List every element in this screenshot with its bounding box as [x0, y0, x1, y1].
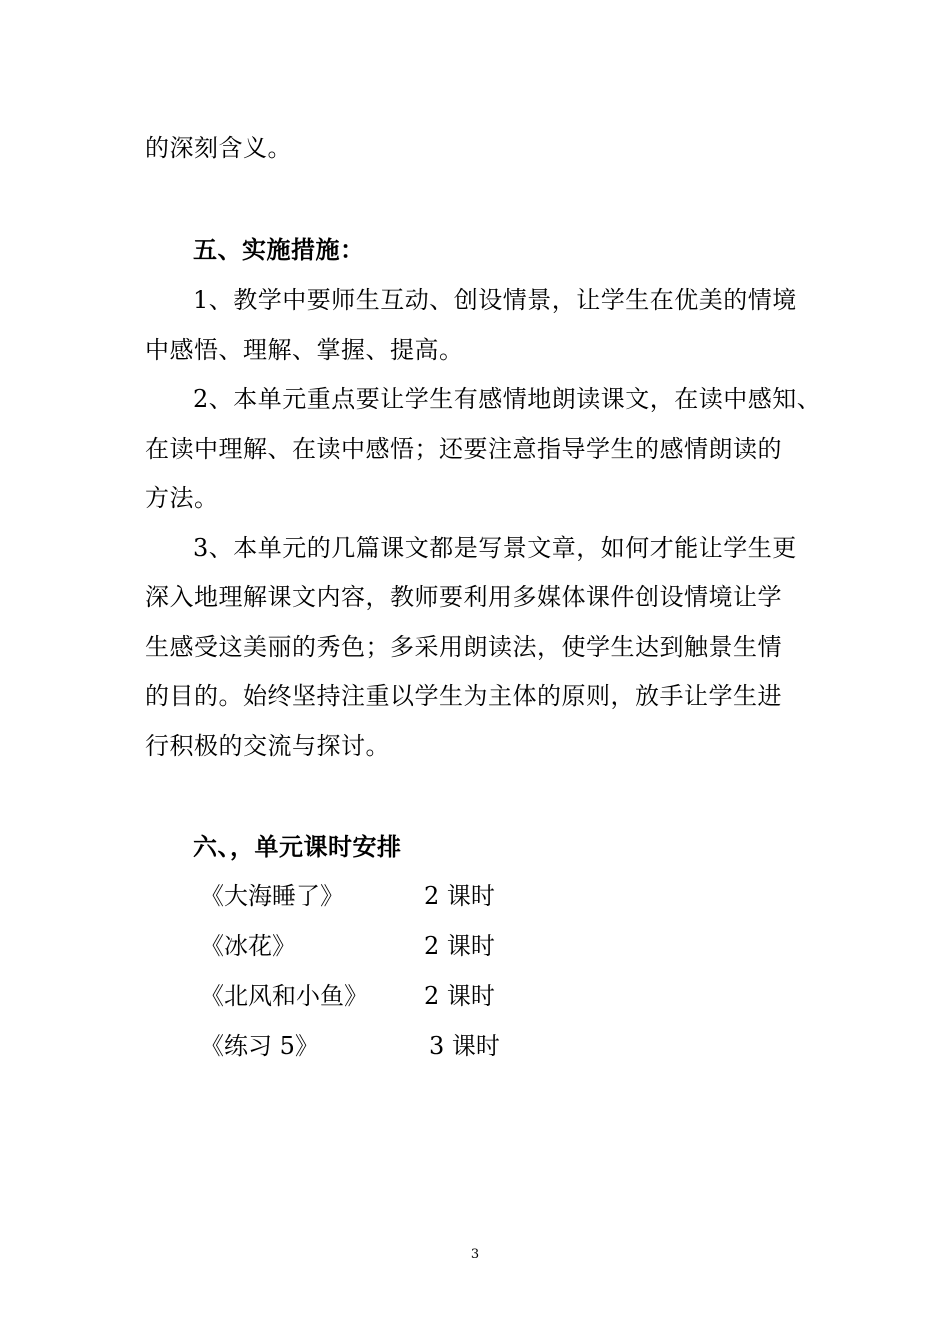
section5-item3-line4: 的目的。始终坚持注重以学生为主体的原则，放手让学生进 [145, 682, 782, 710]
schedule-row-2-hours: 2 课时 [424, 932, 495, 960]
section5-item3-line3: 生感受这美丽的秀色；多采用朗读法，使学生达到触景生情 [145, 633, 782, 661]
schedule-row-4-title: 《练习 5》 [200, 1032, 319, 1060]
section5-item2-line3: 方法。 [145, 484, 219, 512]
section5-item3-line1: 3、本单元的几篇课文都是写景文章，如何才能让学生更 [193, 534, 797, 562]
schedule-row-3-hours: 2 课时 [424, 982, 495, 1010]
section5-item3-line5: 行积极的交流与探讨。 [145, 732, 390, 760]
schedule-row-1-title: 《大海睡了》 [200, 882, 344, 910]
schedule-row-4-hours: 3 课时 [429, 1032, 500, 1060]
section5-heading: 五、实施措施： [193, 235, 365, 264]
schedule-row-1-hours: 2 课时 [424, 882, 495, 910]
intro-tail-text: 的深刻含义。 [145, 134, 292, 162]
schedule-row-2-title: 《冰花》 [200, 932, 296, 960]
section5-item2-line2: 在读中理解、在读中感悟；还要注意指导学生的感情朗读的 [145, 435, 782, 463]
section6-heading: 六、，单元课时安排 [193, 832, 402, 861]
schedule-row-3-title: 《北风和小鱼》 [200, 982, 368, 1010]
section5-item3-line2: 深入地理解课文内容，教师要利用多媒体课件创设情境让学 [145, 583, 782, 611]
section5-item1-line2: 中感悟、理解、掌握、提高。 [145, 336, 464, 364]
page-number: 3 [470, 1247, 480, 1262]
section5-item2-line1: 2、本单元重点要让学生有感情地朗读课文，在读中感知、 [193, 385, 822, 413]
section5-item1-line1: 1、教学中要师生互动、创设情景，让学生在优美的情境 [193, 286, 797, 314]
